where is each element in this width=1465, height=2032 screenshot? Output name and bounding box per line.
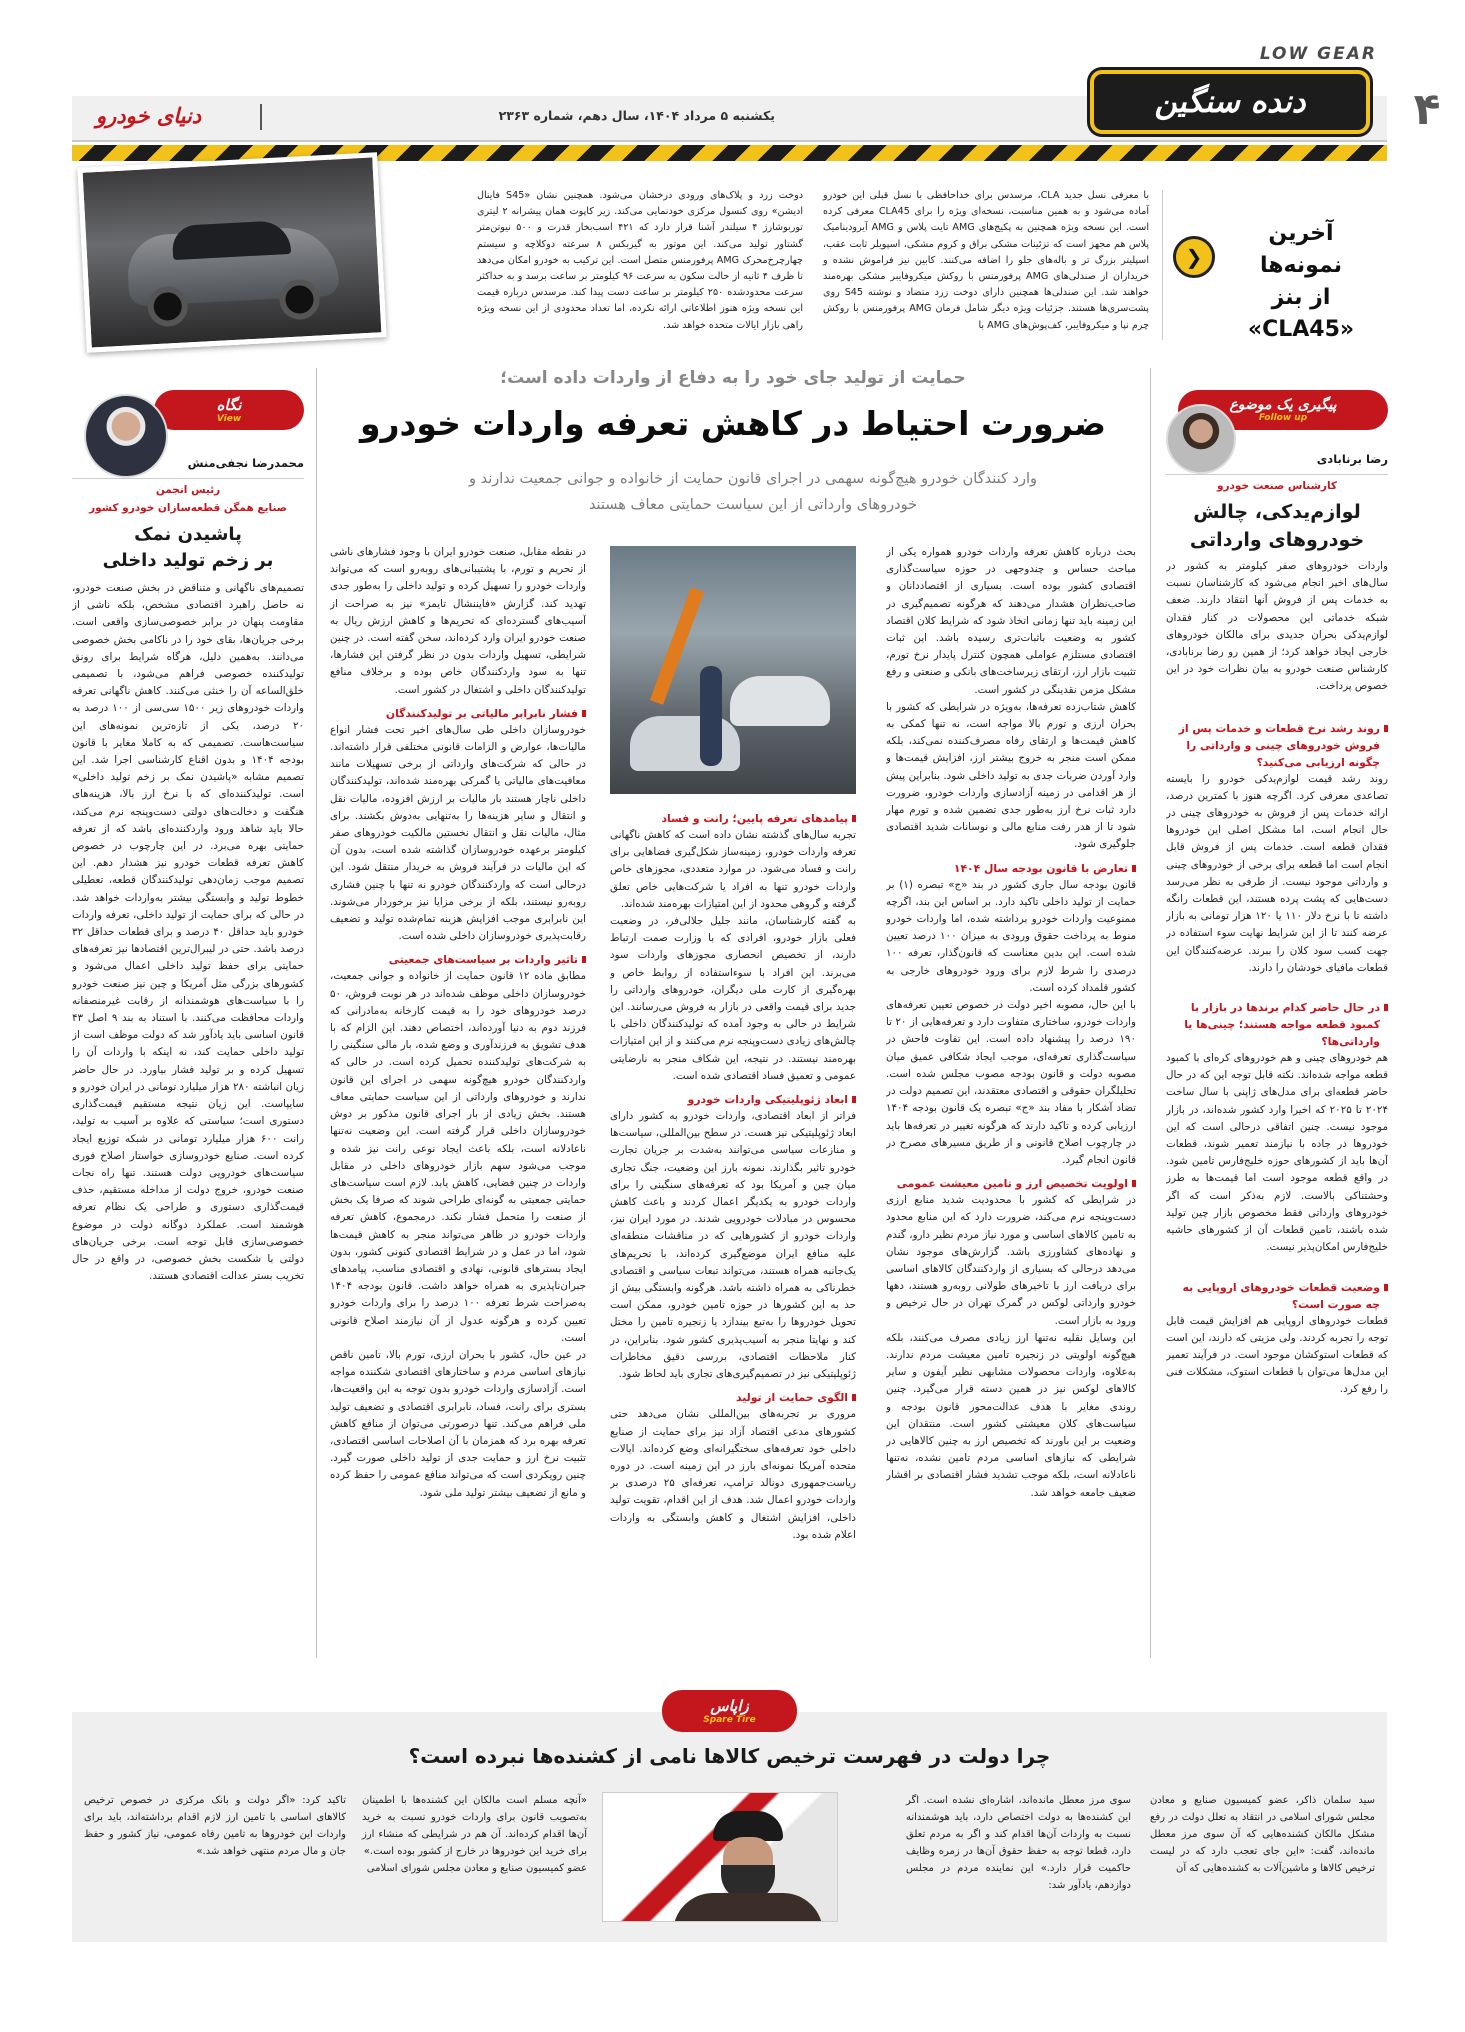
followup-tag-label: پیگیری یک موضوع [1229, 397, 1337, 413]
top-story-title [1227, 218, 1375, 346]
main-col1-text-1: بحث درباره کاهش تعرفه واردات خودرو همواره یکی از مباحث حساس و چندوجهی در حوزه سیاست‌گذاری اقتصادی کشور بوده است. بسیاری از اقتصاددانان و صاحب‌نظران هشدار می‌دهند که هرگونه تصمیم‌گیری در این زمینه باید تنها زمانی اتخاذ شود که شرایط کلان اقتصاد کشور به وضعیت باثبات‌تری رسیده باشد. این ثبات اقتصادی مستلزم عواملی همچون کنترل پایدار نرخ تورم، تثبیت بازار ارز، ارتقای زیرساخت‌های بانکی و صنعتی و رفع مشکل مزمن نقدینگی در کشور است. [886, 546, 1136, 696]
main-col1 [886, 544, 1136, 1644]
top-story-divider [1162, 190, 1163, 340]
followup-author-role: کارشناس صنعت خودرو [1216, 480, 1338, 492]
view-title-line2: بر زخم تولید داخلی [102, 550, 274, 571]
followup-title: لوازم‌یدکی، چالش خودروهای وارداتی [1189, 501, 1365, 551]
main-col3-text-2: خودروسازان داخلی طی سال‌های اخیر تحت فشار انواع مالیات‌ها، عوارض و الزامات قانونی مختلفی قرار داشته‌اند. در حالی که شرکت‌های وارداتی از برخی تسهیلات مانند معافیت‌های مالیاتی یا گمرکی بهره‌مند شده‌اند، تولیدکنندگان داخلی ناچار هستند بار مالیات بر ارزش افزوده، مالیات نقل و انتقال و سایر هزینه‌ها را به‌تنهایی به‌دوش بکشند. برای مثال، مالیات نقل و انتقال نخستین مالکیت خودروهای صفر کیلومتر برعهده خودروسازان گذاشته شده است، بدون آن که این مالیات در فرآیند فروش به خریدار منتقل شود. این درحالی است که واردکنندگان خودرو نه تنها با چنین فشاری روبه‌رو نیستند، بلکه از برخی مزایا نیز برخوردار می‌شوند. این نابرابری موجب افزایش هزینه تمام‌شده تولید و تضعیف رقابت‌پذیری خودروسازان داخلی شده است. [330, 723, 586, 943]
top-story-col1: با معرفی نسل جدید CLA، مرسدس برای خداحافظی با نسل قبلی این خودرو آماده می‌شود و به همین مناسبت، نسخه‌ای ویژه را برای CLA45 معرفی کرده است. این نسخه ویژه همچنین به پکیج‌های AMG تایت پلاس و AMG آیرودینامیک پلاس هم مجهز است که تزئینات مشکی براق و کروم مشکی، اسپویلر ثابت عقب، اسپلیتر بزرگ تر و باله‌های جلو را اضافه می‌کنند. کابین نیز فراموش نشده و خریداران از صندلی‌های AMG پرفورمنس با روکش میکروفایبر مشکی بهره‌مند خواهند شد. این صندلی‌ها همچنین دارای دوخت زرد متضاد و نوشته S45 روی پشت‌سری‌ها هستند. جزئیات ویژه دیگر شامل فرمان AMG پرفورمنس با روکش چرم نپا و میکروفایبر، کف‌پوش‌های AMG با [823, 190, 1150, 331]
top-story-title-line1: آخرین نمونه‌ها [1260, 221, 1342, 278]
followup-column [1166, 380, 1388, 1655]
factory-car-shell-2 [630, 716, 740, 771]
main-col2-heading-2: ابعاد ژئوپلیتیکی واردات خودرو [610, 1091, 856, 1108]
main-col1-heading-2: اولویت تخصیص ارز و تامین معیشت عمومی [886, 1175, 1136, 1192]
view-title-line1: پاشیدن نمک [134, 524, 242, 545]
main-col2-heading-3: الگوی حمایت از تولید [610, 1389, 856, 1406]
car-window [172, 220, 292, 260]
zapas-section [72, 1697, 1387, 1942]
followup-intro: واردات خودروهای صفر کیلومتر به کشور در سال‌های اخیر انجام می‌شود که کارشناسان نسبت به خدمات پس از فروش آنها انتقاد دارند. ضعف شبکه خدماتی این محصولات در کنار فقدان لوازم‌یدکی بحران جدیدی برای مالکان خودروهای خارجی ایجاد خواهد کرد؛ از همین رو رضا برنابادی، کارشناس صنعت خودرو به بیان نظرات خود در این خصوص پرداخت. [1166, 560, 1388, 693]
main-col1-text-3: قانون بودجه سال جاری کشور در بند «ج» تبصره (۱) بر حمایت از تولید داخلی تاکید دارد. بر اساس این بند، اگرچه ممنوعیت واردات خودرو برداشته شده، اما واردات خودرو منوط به پرداخت حقوق ورودی به میزان ۱۰۰ درصد تعیین شده است. این بدین معناست که قانون‌گذار، تعرفه ۱۰۰ درصدی را شرط لازم برای ورود خودروهای خارجی به کشور قلمداد کرده است. [886, 878, 1136, 994]
column-rule-right [1150, 368, 1151, 1658]
view-column [72, 380, 304, 1655]
zapas-tag-label: زاپاس [710, 1697, 749, 1715]
view-author: محمدرضا نجفی‌منش [187, 456, 304, 470]
main-col1-text-6: این وسایل نقلیه نه‌تنها ارز زیادی مصرف می‌کنند، بلکه هیچ‌گونه اولویتی در زنجیره تامین معیشت مردم ندارند. به‌علاوه، واردات محصولات مشابهی نظیر آیفون و سایر کالاهای لوکس نیز در همین دسته قرار می‌گیرد. چنین روندی مغایر با هدف عدالت‌محور قانون بودجه و سیاست‌های کلان معیشتی کشور است. منتقدان این وضعیت بر این باورند که تخصیص ارز به چنین کالاهایی در شرایطی که نیازهای اساسی مردم تامین نشده، نه‌تنها ناعادلانه است، بلکه موجب تشدید فشار اقتصادی بر اقشار ضعیف جامعه خواهد شد. [886, 1331, 1136, 1499]
followup-tag-en: Follow up [1258, 413, 1308, 423]
author-avatar [1166, 404, 1236, 474]
page-header [0, 0, 1465, 175]
main-col1-text-2: کاهش شتاب‌زده تعرفه‌ها، به‌ویژه در شرایطی که کشور با بحران ارزی و تورم بالا مواجه است، نه تنها کمکی به کاهش قیمت‌ها و ارتقای رفاه مصرف‌کننده نمی‌کند، بلکه ممکن است منجر به خروج بیشتر ارز، افزایش قیمت‌ها و وارد آوردن ضربات جدی به تولید داخلی شود. بنابراین پیش از هر اقدامی در زمینه آزادسازی واردات خودرو، ضرورت دارد ثبات نرخ ارز به‌طور جدی تضمین شده و تورم مهار شود تا از هدر رفت منابع مالی و نوسانات شدید اقتصادی جلوگیری شود. [886, 700, 1136, 851]
main-lead: وارد کنندگان خودرو هیچ‌گونه سهمی در اجرای قانون حمایت از خانواده و جوانی جمعیت ندارند و خودروهای وارداتی از این سیاست حمایتی معاف هستند [469, 471, 1037, 513]
followup-divider [1166, 474, 1388, 475]
main-col3-heading-2: تاثیر واردات بر سیاست‌های جمعیتی [330, 951, 586, 968]
main-col2-heading-1: پیامدهای تعرفه پایین؛ رانت و فساد [610, 810, 856, 827]
view-divider [72, 478, 304, 479]
main-col1-heading-1: تعارض با قانون بودجه سال ۱۴۰۴ [886, 860, 1136, 877]
top-story [72, 160, 1387, 355]
followup-author: رضا برنابادی [1316, 452, 1388, 466]
page-number: ۴ [1413, 84, 1441, 135]
followup-q1: روند رشد نرخ قطعات و خدمات پس از فروش خودروهای چینی و وارداتی را چگونه ارزیابی می‌کنید؟ [1166, 720, 1388, 771]
zapas-photo [602, 1792, 838, 1922]
brand-low-gear: LOW GEAR [1259, 44, 1377, 64]
date-separator [260, 104, 262, 130]
view-tag-label: نگاه [216, 396, 242, 414]
zapas-headline: چرا دولت در فهرست ترخیص کالاها نامی از کشنده‌ها نبرده است؟ [408, 1744, 1051, 1768]
column-rule-left [316, 368, 317, 1658]
followup-a1: روند رشد قیمت لوازم‌یدکی خودرو را بایسته تصاعدی معرفی کرد. اگرچه هنوز با کمترین درصد، ارائه خدمات پس از فروش به خودروهای چینی در حال انجام است، اما مشکل اصلی این خودروها فقدان قطعه است. خدمات پس از فروش قابل انجام است اما قطعه برای برخی از خودروهای چینی و وارداتی موجود نیست. از طرفی به نظر می‌رسد دست‌هایی که پشت پرده هستند، این قطعات رانگه داشته تا با نرخ دلار ۱۱۰ یا ۱۲۰ هزار تومانی به بازار عرضه کنند تا از این شرایط نهایت سوء استفاده در جهت کسب سود کلان را ببرند. عرضه‌کنندگان این قطعات مافیای خودشان را دارند. [1166, 772, 1388, 974]
factory-robot-arm [650, 587, 704, 705]
date-line: یکشنبه ۵ مرداد ۱۴۰۴، سال دهم، شماره ۲۳۶۳ [498, 108, 775, 123]
followup-body [1166, 558, 1388, 1643]
main-col1-text-4: با این حال، مصوبه اخیر دولت در خصوص تعیین تعرفه‌های واردات خودرو، ساختاری متفاوت دارد و تعرفه‌هایی از ۲۰ تا ۱۹۰ درصد را پیشنهاد داده است. این تفاوت فاحش در سیاست‌گذاری تعرفه‌ای، موجب ایجاد شکافی عمیق میان مصوبه دولت و قانون بودجه مصوب مجلس شده است. تحلیلگران حقوقی و اقتصادی معتقدند، این تصمیم دولت در تضاد آشکار با مفاد بند «ج» تبصره یک قانون بودجه ۱۴۰۴ ارزیابی کرده و تاکید دارند که هرگونه تغییر در تعرفه‌ها باید در چارچوب اصلاح قانونی و از طریق مسیرهای مصرح در قانون انجام گیرد. [886, 999, 1136, 1166]
main-col3-text-4: در عین حال، کشور با بحران ارزی، تورم بالا، تامین ناقص نیازهای اساسی مردم و ساختارهای اقتصادی شکننده مواجه است. آزادسازی واردات خودرو بدون توجه به این واقعیت‌ها، بستری برای رانت، فساد، نابرابری اقتصادی و تضعیف تولید ملی فراهم می‌کند. تنها درصورتی می‌توان از منافع کاهش تعرفه بهره برد که همزمان با آن اصلاحات اساسی اقتصادی، تثبیت نرخ ارز و حمایت جدی از تولید داخلی صورت گیرد. چنین رویکردی است که می‌تواند منافع عمومی را حفظ کرده و مانع از تضعیف بیشتر تولید ملی شود. [330, 1348, 586, 1499]
zapas-col3-caption: عضو کمیسیون صنایع و معادن مجلس شورای اسلامی [366, 1863, 587, 1874]
main-col3-heading-1: فشار نابرابر مالیاتی بر تولیدکنندگان [330, 705, 586, 722]
arrow-circle-icon: ❮ [1173, 236, 1215, 278]
main-col3-text-1: در نقطه مقابل، صنعت خودرو ایران با وجود فشارهای ناشی از تحریم و تورم، با پشتیبانی‌های روبه‌رو است که می‌تواند واردات خودرو را تسهیل کرده و تولید داخلی را به‌طور جدی تهدید کند. گزارش «فایننشال تایمز» نیز به صراحت از آسیب‌های گسترده‌ای که تحریم‌ها و کاهش ارزش ریال به صنعت خودرو ایران وارد کرده‌اند، سخن گفته است. در چنین شرایطی، تسهیل واردات بدون در نظر گرفتن این فشارها، تنها به سود واردکنندگان خاص بوده و برخلاف منافع تولیدکنندگان داخلی و اشتغال در کشور است. [330, 546, 586, 696]
followup-q2: در حال حاضر کدام برندها در بازار با کمبود قطعه مواجه هستند؛ چینی‌ها یا وارداتی‌ها؟ [1166, 999, 1388, 1050]
main-col2-text-4: مروری بر تجربه‌های بین‌المللی نشان می‌دهد حتی کشورهای مدعی اقتصاد آزاد نیز برای حمایت از صنایع داخلی خود تعرفه‌های سختگیرانه‌ای وضع کرده‌اند. ایالات متحده آمریکا نمونه‌ای بارز در این زمینه است. در دوره ریاست‌جمهوری دونالد ترامپ، تعرفه‌ای ۲۵ درصدی بر واردات خودرو اعمال شد. هدف از این اقدام، تقویت تولید داخلی، افزایش اشتغال و کاهش وابستگی به واردات اعلام شده بود. [610, 1408, 856, 1541]
view-tag [154, 390, 304, 430]
main-col2 [610, 804, 856, 1644]
view-body-wrap [72, 580, 304, 1650]
zapas-col3: «آنچه مسلم است مالکان این کشنده‌ها با اطمینان به‌تصویب قانون برای واردات خودرو نسبت به خرید آن‌ها اقدام کرده‌اند. آن هم در شرایطی که منشاء ارز برای خرید این خودروها در خارج از کشور بوده است.» [362, 1795, 587, 1857]
zapas-col2: سوی مرز معطل مانده‌اند، اشاره‌ای نشده است. اگر این کشنده‌ها به دولت اختصاص دارد، باید هوشمندانه نسبت به واردات آن‌ها اقدام کند و اگر به مردم تعلق دارد، قطعا توجه به حفظ حقوق آن‌ها در زمره وظایف حاکمیت قرار دارد.» این نماینده مردم در مجلس دوازدهم، یادآور شد: [906, 1795, 1131, 1891]
zapas-col4: تاکید کرد: «اگر دولت و بانک مرکزی در خصوص ترخیص کالاهای اساسی با تامین ارز لازم اقدام برداشته‌اند، باید برای واردات این خودروها به تامین رفاه عمومی، نیاز کشور و حفظ جان و مال مردم منتهی خواهد شد.» [84, 1795, 346, 1857]
view-body: تصمیم‌های ناگهانی و متناقض در بخش صنعت خودرو، نه حاصل راهبرد اقتصادی مشخص، بلکه ناشی از مقاومت پنهان در برابر خصوصی‌سازی واقعی است. برخی جریان‌ها، بقای خود را در ناکامی بخش خصوصی می‌دانند. به‌همین دلیل، هرگاه شرایط برای رونق تولیدکننده خصوصی فراهم می‌شود، با تصمیمی خلق‌الساعه آن را خنثی می‌کنند. کاهش ناگهانی تعرفه واردات خودروهای زیر ۱۵۰۰ سی‌سی از ۱۰۰ درصد به ۲۰ درصد، یکی از تازه‌ترین نمونه‌های این سیاست‌هاست. تصمیمی که به‌ کاملا مغایر با قانون بودجه ۱۴۰۴ و بدون اقناع کارشناسی اجرا شد. این تصمیم مشابه «پاشیدن نمک بر زخم تولید داخلی» است. تولیدکننده‌ای که با نرخ ارز بالا، هزینه‌های هنگفت و دخالت‌های دولتی دست‌وپنجه نرم می‌کند، حالا باید شاهد ورود واردکننده‌ای باشد که از تعرفه حمایتی بهره می‌برد. در این چارچوب در خصوص کاهش تعرفه قطعات خودرو نیز هشدار دهم. این تصمیم موجب زمان‌دهی تولیدکنندگان قطعه، تعطیلی خطوط تولید و وابستگی بیشتر به‌واردات خواهد شد. در حالی که برای حمایت از تولید داخلی، تعرفه واردات خودرو باید حداقل ۴۰ درصد و برای قطعات حداقل ۳۲ درصد باشد. حتی در لیبرال‌ترین اقتصادها نیز تعرفه‌های حمایتی برای حفظ تولید داخلی اعمال می‌شود و کشورهای بزرگی مثل آمریکا و چین نیز صنعت خودرو را با سیاست‌های هوشمندانه از رقابت غیرمنصفانه واردات محافظت می‌کنند. با استناد به بند ۹ اصل ۴۳ قانون اساسی باید یادآور شد که دولت موظف است از تولید داخلی حمایت کند، نه اینکه با واردات آن را تسهیل کرده و بر تولید فشار بیاورد. در حال حاضر زیان انباشته ۲۸۰ هزار میلیارد تومانی در ایران خودرو و سایپاست. این زیان نتیجه مستقیم قیمت‌گذاری دستوری است؛ سیاستی که علاوه بر آسیب به تولید، رانت ۶۰۰ هزار میلیارد تومانی در شبکه توزیع ایجاد کرده است. صنایع خودروسازی خواستار اصلاح فوری سیاست‌های خودرویی دولت هستند. تنها راه نجات صنعت خودرو، خروج دولت از مداخله مستقیم، حذف قیمت‌گذاری دستوری و طراحی یک نظام تعرفه هوشمند است. عملکرد دوگانه دولت در موضوع خصوصی‌سازی قابل توجه است. برخی جریان‌های دولتی با شکست بخش خصوصی، در واقع در حال تخریب بستر عدالت اقتصادی هستند. [72, 582, 304, 1283]
car-photo [77, 152, 386, 352]
main-col2-text-3: فراتر از ابعاد اقتصادی، واردات خودرو به کشور دارای ابعاد ژئوپلیتیکی نیز هست. در سطح بین‌المللی، سیاست‌ها و منازعات سیاسی می‌توانند به‌شدت بر جریان تجارت خودرو تاثیر بگذارند. نمونه بارز این وضعیت، جنگ تجاری میان چین و آمریکا بود که تعرفه‌های سنگینی را برای واردات خودرو به یکدیگر اعمال کردند و باعث کاهش محسوس در مبادلات خودرویی شدند. در مورد ایران نیز، واردات خودرو از کشورهایی که در مناقشات منطقه‌ای علیه منافع ایران موضع‌گیری کرده‌اند، با تحریم‌های یک‌جانبه همراه هستند، می‌تواند تبعات سیاسی و اقتصادی خطرناکی به همراه داشته باشد. هرگونه وابستگی بیش از حد به این کشورها در حوزه تامین خودرو، ممکن است تحویل خودروها را به‌تبع بیندازد یا زنجیره تامین را مختل کند و نهایتا منجر به آسیب‌پذیری کشور شود. بنابراین، در کنار ملاحظات اقتصادی، بررسی دقیق مخاطرات ژئوپلیتیکی نیز در تصمیم‌گیری‌های تجاری باید لحاظ شود. [610, 1110, 856, 1381]
view-author-avatar [84, 394, 168, 478]
factory-worker [700, 666, 722, 766]
zapas-col3-wrap [362, 1792, 587, 1877]
main-col1-text-5: در شرایطی که کشور با محدودیت شدید منابع ارزی دست‌وپنجه نرم می‌کند، ضرورت دارد که این منابع محدود به تامین کالاهای اساسی و مورد نیاز مردم نظیر دارو، گندم و نهاده‌های کشاورزی باشد. گزارش‌های موجود نشان می‌دهد درحالی که بسیاری از واردکنندگان کالاهای اساسی برای دریافت ارز با تاخیرهای طولانی روبه‌رو هستند، دهها خودرو وارداتی لوکس در گمرک تهران در حال ترخیص و ورود به بازار است. [886, 1194, 1136, 1327]
followup-a3: قطعات خودروهای اروپایی هم افزایش قیمت قابل توجه را تجربه کردند. ولی مزیتی که دارند، این است که قطعات استوکشان موجود است. در فرآیند تعمیر این مدل‌ها می‌توان با قطعات استوک، مشکلات فنی را رفع کرد. [1166, 1314, 1388, 1396]
main-headline: ضرورت احتیاط در کاهش تعرفه واردات خودرو [359, 404, 1107, 443]
zapas-tag [662, 1690, 797, 1732]
factory-car-shell-1 [730, 676, 830, 726]
main-col1-p1 [886, 544, 1136, 699]
main-article [330, 368, 1136, 1658]
section-title: دنده سنگین [1154, 84, 1306, 120]
main-col3 [330, 544, 586, 1644]
main-col2-text-2: به گفته کارشناسان، مانند جلیل جلالی‌فر، در وضعیت فعلی بازار خودرو، افرادی که با وزارت صمت ارتباط دارند، از تخصیص انحصاری مجوزهای واردات سود می‌برند. این افراد با سوءاستفاده از روابط خاص و بهره‌گیری از کارت ملی دیگران، خودروهای وارداتی را جدید برای قیمت واقعی در بازار به فروش می‌رسانند. این شرایط در حالی به وجود آمده که تولیدکنندگان داخلی با چالش‌های زیادی دست‌وپنجه نرم می‌کنند و از این امتیازات بهره‌مند نیستند. در نتیجه، این شکاف منجر به نارضایتی عمومی و تعمیق فساد اقتصادی شده است. [610, 915, 856, 1082]
view-role2: صنایع همگن قطعه‌سازان خودرو کشور [89, 502, 287, 514]
main-kicker: حمایت از تولید جای خود را به دفاع از واردات داده است؛ [500, 368, 966, 388]
main-col3-text-3: مطابق ماده ۱۲ قانون حمایت از خانواده و جوانی جمعیت، خودروسازان داخلی موظف شده‌اند در هر نوبت فروش، ۵۰ درصد خودروهای خود را به قیمت کارخانه به‌مادرانی که فرزند دوم به دنیا آورده‌اند، اختصاص دهند. این الزام که با هدف تشویق به فرزندآوری و وضع شده، بار مالی سنگینی را به شرکت‌های تولیدکننده تحمیل کرده است. در حالی که واردکنندگان خودرو هیچ‌گونه سهمی در اجرای این قانون ندارند و خودروهای وارداتی از این سیاست حمایتی معاف هستند. بخش زیادی از بار اجرای قانون مذکور بر دوش خودروسازان داخلی قرار گرفته است. این وضعیت نه‌تنها ناعادلانه است، بلکه باعث ایجاد نوعی رانت نیز شده و موجب می‌شود سهم بازار خودروهای داخلی در مقابل واردات در چنین فضایی، کاهش یابد. لازم است سیاست‌های حمایتی جمعیتی به گونه‌ای طراحی شوند که صرفا یک بخش از صنعت را متحمل فشار نکند. درمجموع، کاهش تعرفه واردات خودرو در ظاهر می‌تواند منجر به کاهش قیمت‌ها شود، اما در عمل و در شرایط اقتصادی کنونی کشور، بدون ایجاد بسترهای قانونی، نهادی و اقتصادی مناسب، پیامدهای جبران‌ناپذیری به همراه خواهد داشت. قانون بودجه ۱۴۰۴ به‌صراحت شرط تعرفه ۱۰۰ درصد را برای واردات خودرو تعیین کرده و هرگونه عدول از آن نیازمند اصلاح قانونی است. [330, 970, 586, 1344]
zapas-person-robe [673, 1893, 823, 1922]
followup-a2: هم خودروهای چینی و هم خودروهای کره‌ای با کمبود قطعه مواجه شده‌اند. نکته قابل توجه این که در حال حاضر قطعه‌ای برای مدل‌های ژاپنی با سال ساخت ۲۰۲۴ تا ۲۰۲۵ که اخیرا وارد کشور شده‌اند، در بازار موجود نیست. چنین اتفاقی درحالی است که این خودروها در جاده با نیازمند تعمیر شوند، قطعات آن‌ها باید از کشورهای حوزه خلیج‌فارس تامین شود. در واقع قطعه موجود است اما قیمت‌ها به طرز وحشتناکی بالاست. لازم به‌ذکر است که اگر خودروهای وارداتی فقط مخصوص بازار چین تولید شده باشند، تامین قطعات آن از کشورهای حاشیه خلیج‌فارس امکان‌پذیر نیست. [1166, 1052, 1388, 1254]
zapas-col1: سید سلمان ذاکر، عضو کمیسیون صنایع و معادن مجلس شورای اسلامی در انتقاد به تعلل دولت در رفع مشکل مالکان کشنده‌هایی که آن سوی مرز معطل مانده‌اند، گفت: «این جای تعجب دارد که در لیست ترخیص کالاها و ماشین‌آلات به کشنده‌هایی که آن [1150, 1795, 1375, 1874]
factory-photo [610, 546, 856, 794]
view-title [72, 522, 304, 574]
view-role1: رئیس انجمن [155, 484, 221, 496]
logo: دنیای خودرو [96, 104, 202, 128]
top-story-col2: دوخت زرد و پلاک‌های ورودی درخشان می‌شود. همچنین نشان «S45 فاینال ادیشن» روی کنسول مرکزی خودنمایی می‌کند. زیر کاپوت همان پیشرانه ۲ لیتری توربوشارژ ۴ سیلندر آشنا قرار دارد که ۴۲۱ اسب‌بخار قدرت و ۵۰۰ نیوتن‌متر گشتاور تولید می‌کند. این موتور به گیربکس ۸ سرعته دوکلاچه و سیستم چهارچرخ‌محرک AMG پرفورمنس متصل است. این ترکیب به خودرو امکان می‌دهد تا ظرف ۴ ثانیه از حالت سکون به سرعت ۹۶ کیلومتر بر ساعت برسد و به حداکثر سرعت محدودشده ۲۵۰ کیلومتر بر ساعت دست پیدا کند. مرسدس درباره قیمت این نسخه ویژه هنوز اطلاعاتی ارائه نکرده، اما تعداد محدودی از این نسخه ویژه راهی بازار ایالات متحده خواهد شد. [477, 190, 803, 331]
zapas-tag-en: Spare Tire [703, 1715, 756, 1725]
section-title-badge [1090, 70, 1370, 134]
main-col2-text-1: تجربه سال‌های گذشته نشان داده است که کاهش ناگهانی تعرفه واردات خودرو، زمینه‌ساز شکل‌گیری فضاهایی برای رانت و فساد می‌شود. در موارد متعددی، مجوزهای خاص واردات خودرو تنها به افراد یا شرکت‌هایی خاص تعلق گرفته و گروهی محدود از این امتیازات بهره‌مند شده‌اند. [610, 829, 856, 910]
view-tag-en: View [216, 414, 242, 424]
followup-q3: وضعیت قطعات خودروهای اروپایی به چه صورت است؟ [1166, 1279, 1388, 1313]
top-story-title-line2: از بنز «CLA45» [1247, 285, 1355, 342]
